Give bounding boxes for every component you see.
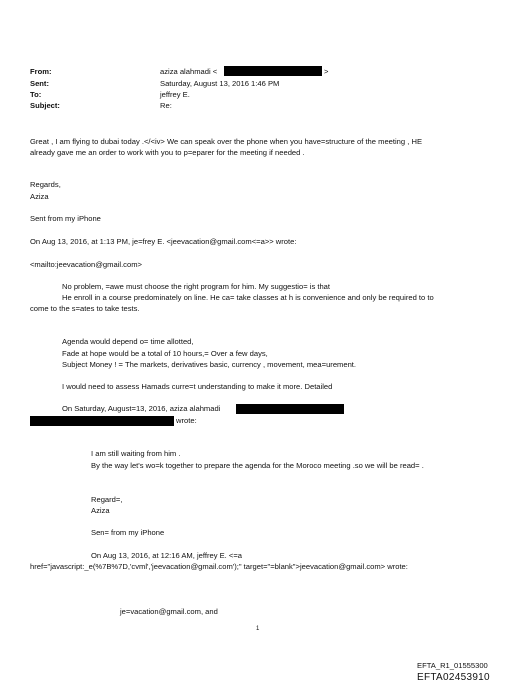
paragraph-1-line-2: He enroll in a course predominately on line. He ca= take classes at h is convenience and only be required to to: [62, 293, 434, 302]
from-value: aziza alahmadi <: [160, 67, 218, 76]
page-number: 1: [256, 626, 260, 632]
quote-header-1: On Aug 13, 2016, at 1:13 PM, je=frey E. <jeevacation@gmail.com<=a>> wrote:: [30, 237, 297, 246]
redaction-from-email: [224, 66, 322, 76]
last-line: je=vacation@gmail.com, and: [120, 607, 218, 616]
sent-from-iphone-1: Sent from my iPhone: [30, 214, 101, 223]
quote-header-3: On Aug 13, 2016, at 12:16 AM, jeffrey E. <=a: [91, 551, 242, 560]
mailto-line: <mailto:jeevacation@gmail.com>: [30, 260, 142, 269]
redaction-quote-2-email: [236, 404, 344, 414]
paragraph-2-line-2: Fade at hope would be a total of 10 hours,= Over a few days,: [62, 349, 268, 358]
sent-label: Sent:: [30, 79, 49, 88]
signature-name-1: Aziza: [30, 192, 49, 201]
regards-1: Regards,: [30, 180, 61, 189]
paragraph-2-line-3: Subject Money ! = The markets, derivatives basic, currency , movement, mea=urement.: [62, 360, 357, 369]
from-value-end: >: [324, 67, 329, 76]
signature-name-2: Aziza: [91, 506, 110, 515]
sent-from-iphone-2: Sen= from my iPhone: [91, 528, 165, 537]
to-label: To:: [30, 90, 42, 99]
footer-id-2: EFTA02453910: [417, 672, 490, 683]
subject-label: Subject:: [30, 101, 60, 110]
paragraph-4-line-2: By the way let's wo=k together to prepare the agenda for the Moroco meeting .so we will be read= .: [91, 461, 424, 470]
body-line-2: already gave me an order to work with you to p=eparer for the meeting if needed .: [30, 148, 305, 157]
quote-2-wrote: wrote:: [176, 416, 197, 425]
quote-header-2: On Saturday, August=13, 2016, aziza alahmadi: [62, 404, 221, 413]
paragraph-4-line-1: I am still waiting from him .: [91, 449, 181, 458]
paragraph-1-line-1: No problem, =awe must choose the right program for him. My suggestio= is that: [62, 282, 331, 291]
paragraph-3-line-1: I would need to assess Hamads curre=t understanding to make it more. Detailed: [62, 382, 333, 391]
paragraph-2-line-1: Agenda would depend o= time allotted,: [62, 337, 194, 346]
sent-value: Saturday, August 13, 2016 1:46 PM: [160, 79, 280, 88]
footer-id-1: EFTA_R1_01555300: [417, 661, 488, 670]
redaction-quote-2-line: [30, 416, 174, 426]
paragraph-1-line-3: come to the s=ates to take tests.: [30, 304, 140, 313]
href-line: href="javascript:_e(%7B%7D,'cvml','jeevacation@gmail.com');" target="=blank">jeevacation@gmail.com> wrote:: [30, 562, 408, 571]
from-label: From:: [30, 67, 52, 76]
to-value: jeffrey E.: [160, 90, 190, 99]
regards-2: Regard=,: [91, 495, 123, 504]
body-line-1: Great , I am flying to dubai today .</<iv> We can speak over the phone when you have=structure of the meeting , HE: [30, 137, 423, 146]
subject-value: Re:: [160, 101, 172, 110]
